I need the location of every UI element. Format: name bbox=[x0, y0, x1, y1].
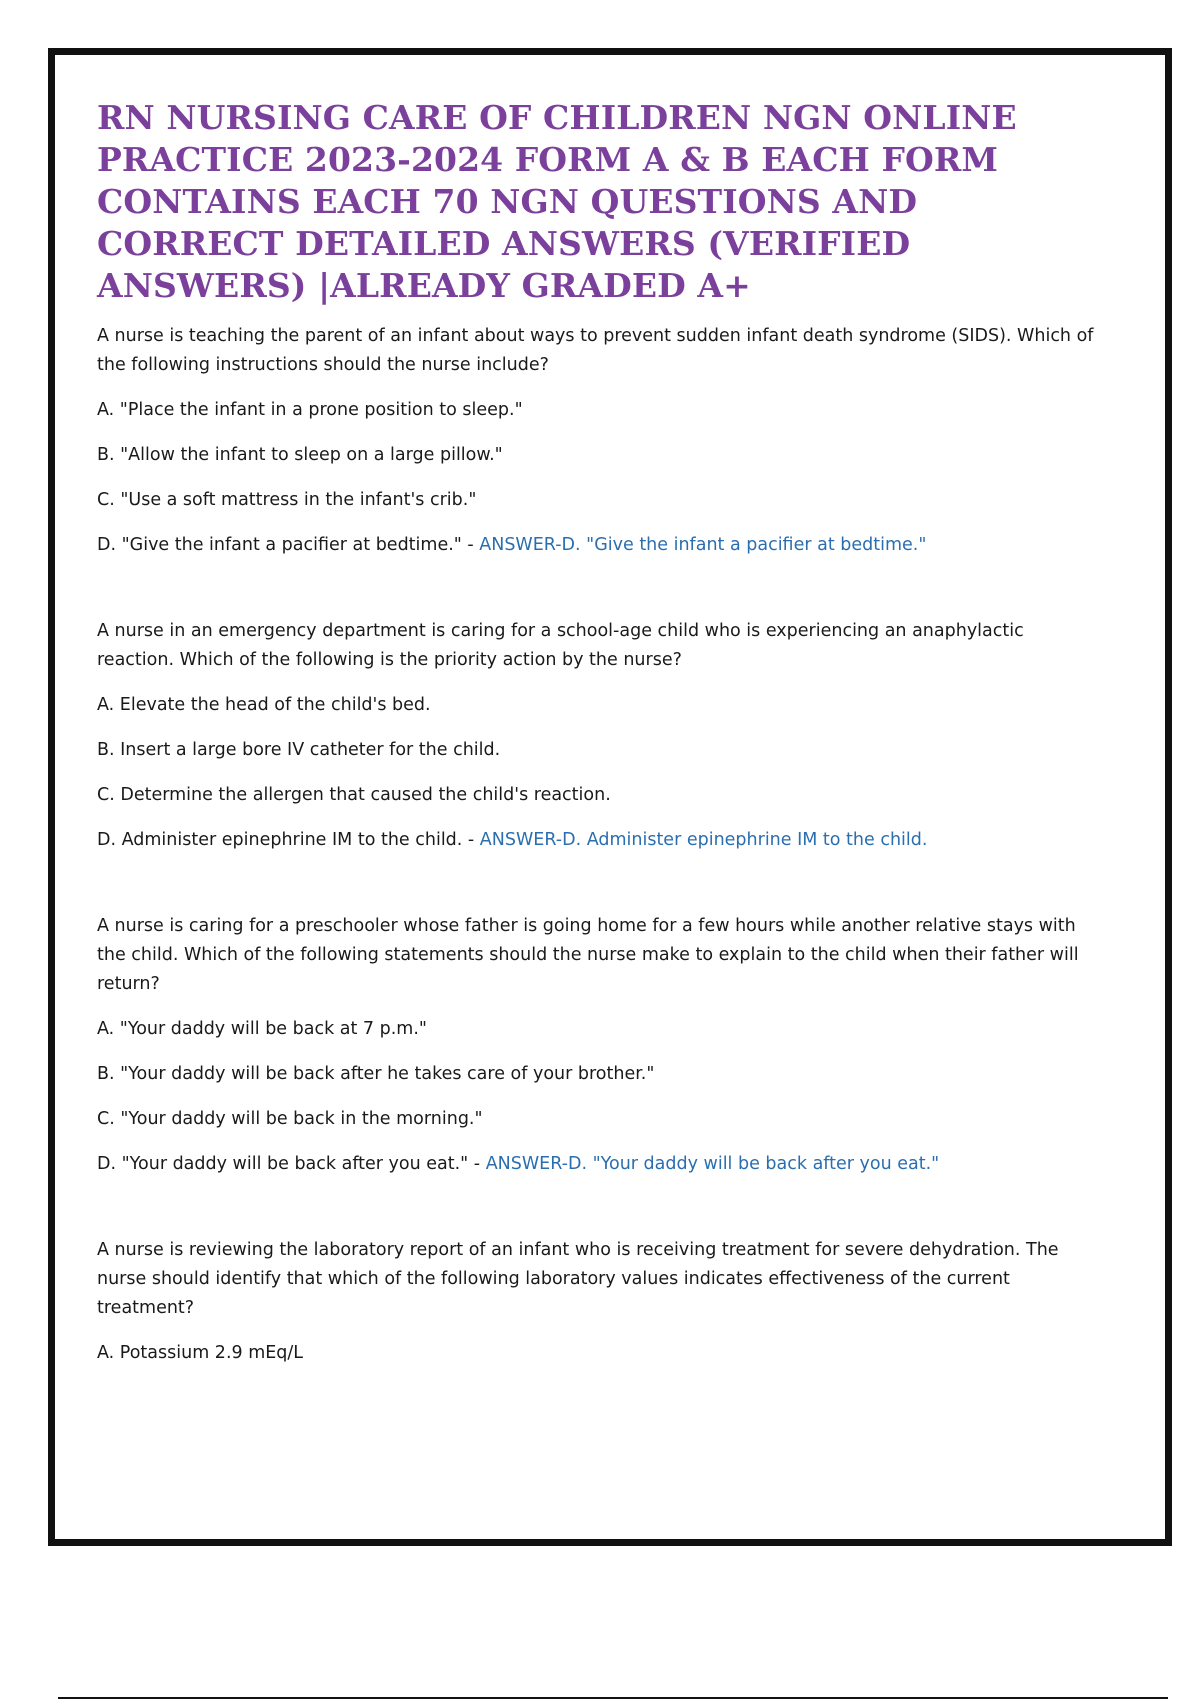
option-d bbox=[97, 826, 1097, 854]
option-a: A. Potassium 2.9 mEq/L bbox=[97, 1343, 304, 1363]
question-stem: A nurse is caring for a preschooler whose father is going home for a few hours while another relative stays with the child. Which of the following statements should the nurse make to explain to the child when their father will return? bbox=[97, 916, 1079, 994]
option-d bbox=[97, 531, 1097, 559]
question-4 bbox=[97, 1236, 1097, 1367]
option-c: C. Determine the allergen that caused the child's reaction. bbox=[97, 785, 611, 805]
answer-text: ANSWER-D. "Your daddy will be back after you eat." bbox=[485, 1154, 940, 1174]
answer-text: ANSWER-D. "Give the infant a pacifier at bedtime." bbox=[479, 535, 927, 555]
question-3 bbox=[97, 912, 1097, 1178]
question-stem: A nurse is reviewing the laboratory report of an infant who is receiving treatment for severe dehydration. The nurse should identify that which of the following laboratory values indicates effectiveness of the current treatment? bbox=[97, 1240, 1059, 1318]
question-1 bbox=[97, 322, 1097, 559]
option-b: B. "Allow the infant to sleep on a large pillow." bbox=[97, 445, 503, 465]
document-title: RN NURSING CARE OF CHILDREN NGN ONLINE PRACTICE 2023-2024 FORM A & B EACH FORM CONTAINS EACH 70 NGN QUESTIONS AND CORRECT DETAILED ANSWERS (VERIFIED ANSWERS) |ALREADY GRADED A+ bbox=[97, 98, 1017, 305]
question-stem: A nurse is teaching the parent of an infant about ways to prevent sudden infant death syndrome (SIDS). Which of the following instructions should the nurse include? bbox=[97, 326, 1094, 375]
option-a: A. Elevate the head of the child's bed. bbox=[97, 695, 431, 715]
option-b: B. Insert a large bore IV catheter for the child. bbox=[97, 740, 501, 760]
question-list bbox=[97, 322, 1097, 1425]
option-d bbox=[97, 1150, 1097, 1178]
answer-text: ANSWER-D. Administer epinephrine IM to the child. bbox=[479, 830, 928, 850]
option-d-text: D. "Your daddy will be back after you eat." - bbox=[97, 1154, 486, 1174]
option-c: C. "Use a soft mattress in the infant's crib." bbox=[97, 490, 477, 510]
option-d-text: D. Administer epinephrine IM to the child. - bbox=[97, 830, 480, 850]
option-a: A. "Your daddy will be back at 7 p.m." bbox=[97, 1019, 427, 1039]
bottom-rule bbox=[58, 1697, 1168, 1699]
option-a: A. "Place the infant in a prone position to sleep." bbox=[97, 400, 523, 420]
question-2 bbox=[97, 617, 1097, 854]
option-c: C. "Your daddy will be back in the morning." bbox=[97, 1109, 483, 1129]
option-b: B. "Your daddy will be back after he takes care of your brother." bbox=[97, 1064, 655, 1084]
question-stem: A nurse in an emergency department is caring for a school-age child who is experiencing an anaphylactic reaction. Which of the following is the priority action by the nurse? bbox=[97, 621, 1024, 670]
option-d-text: D. "Give the infant a pacifier at bedtime." - bbox=[97, 535, 480, 555]
